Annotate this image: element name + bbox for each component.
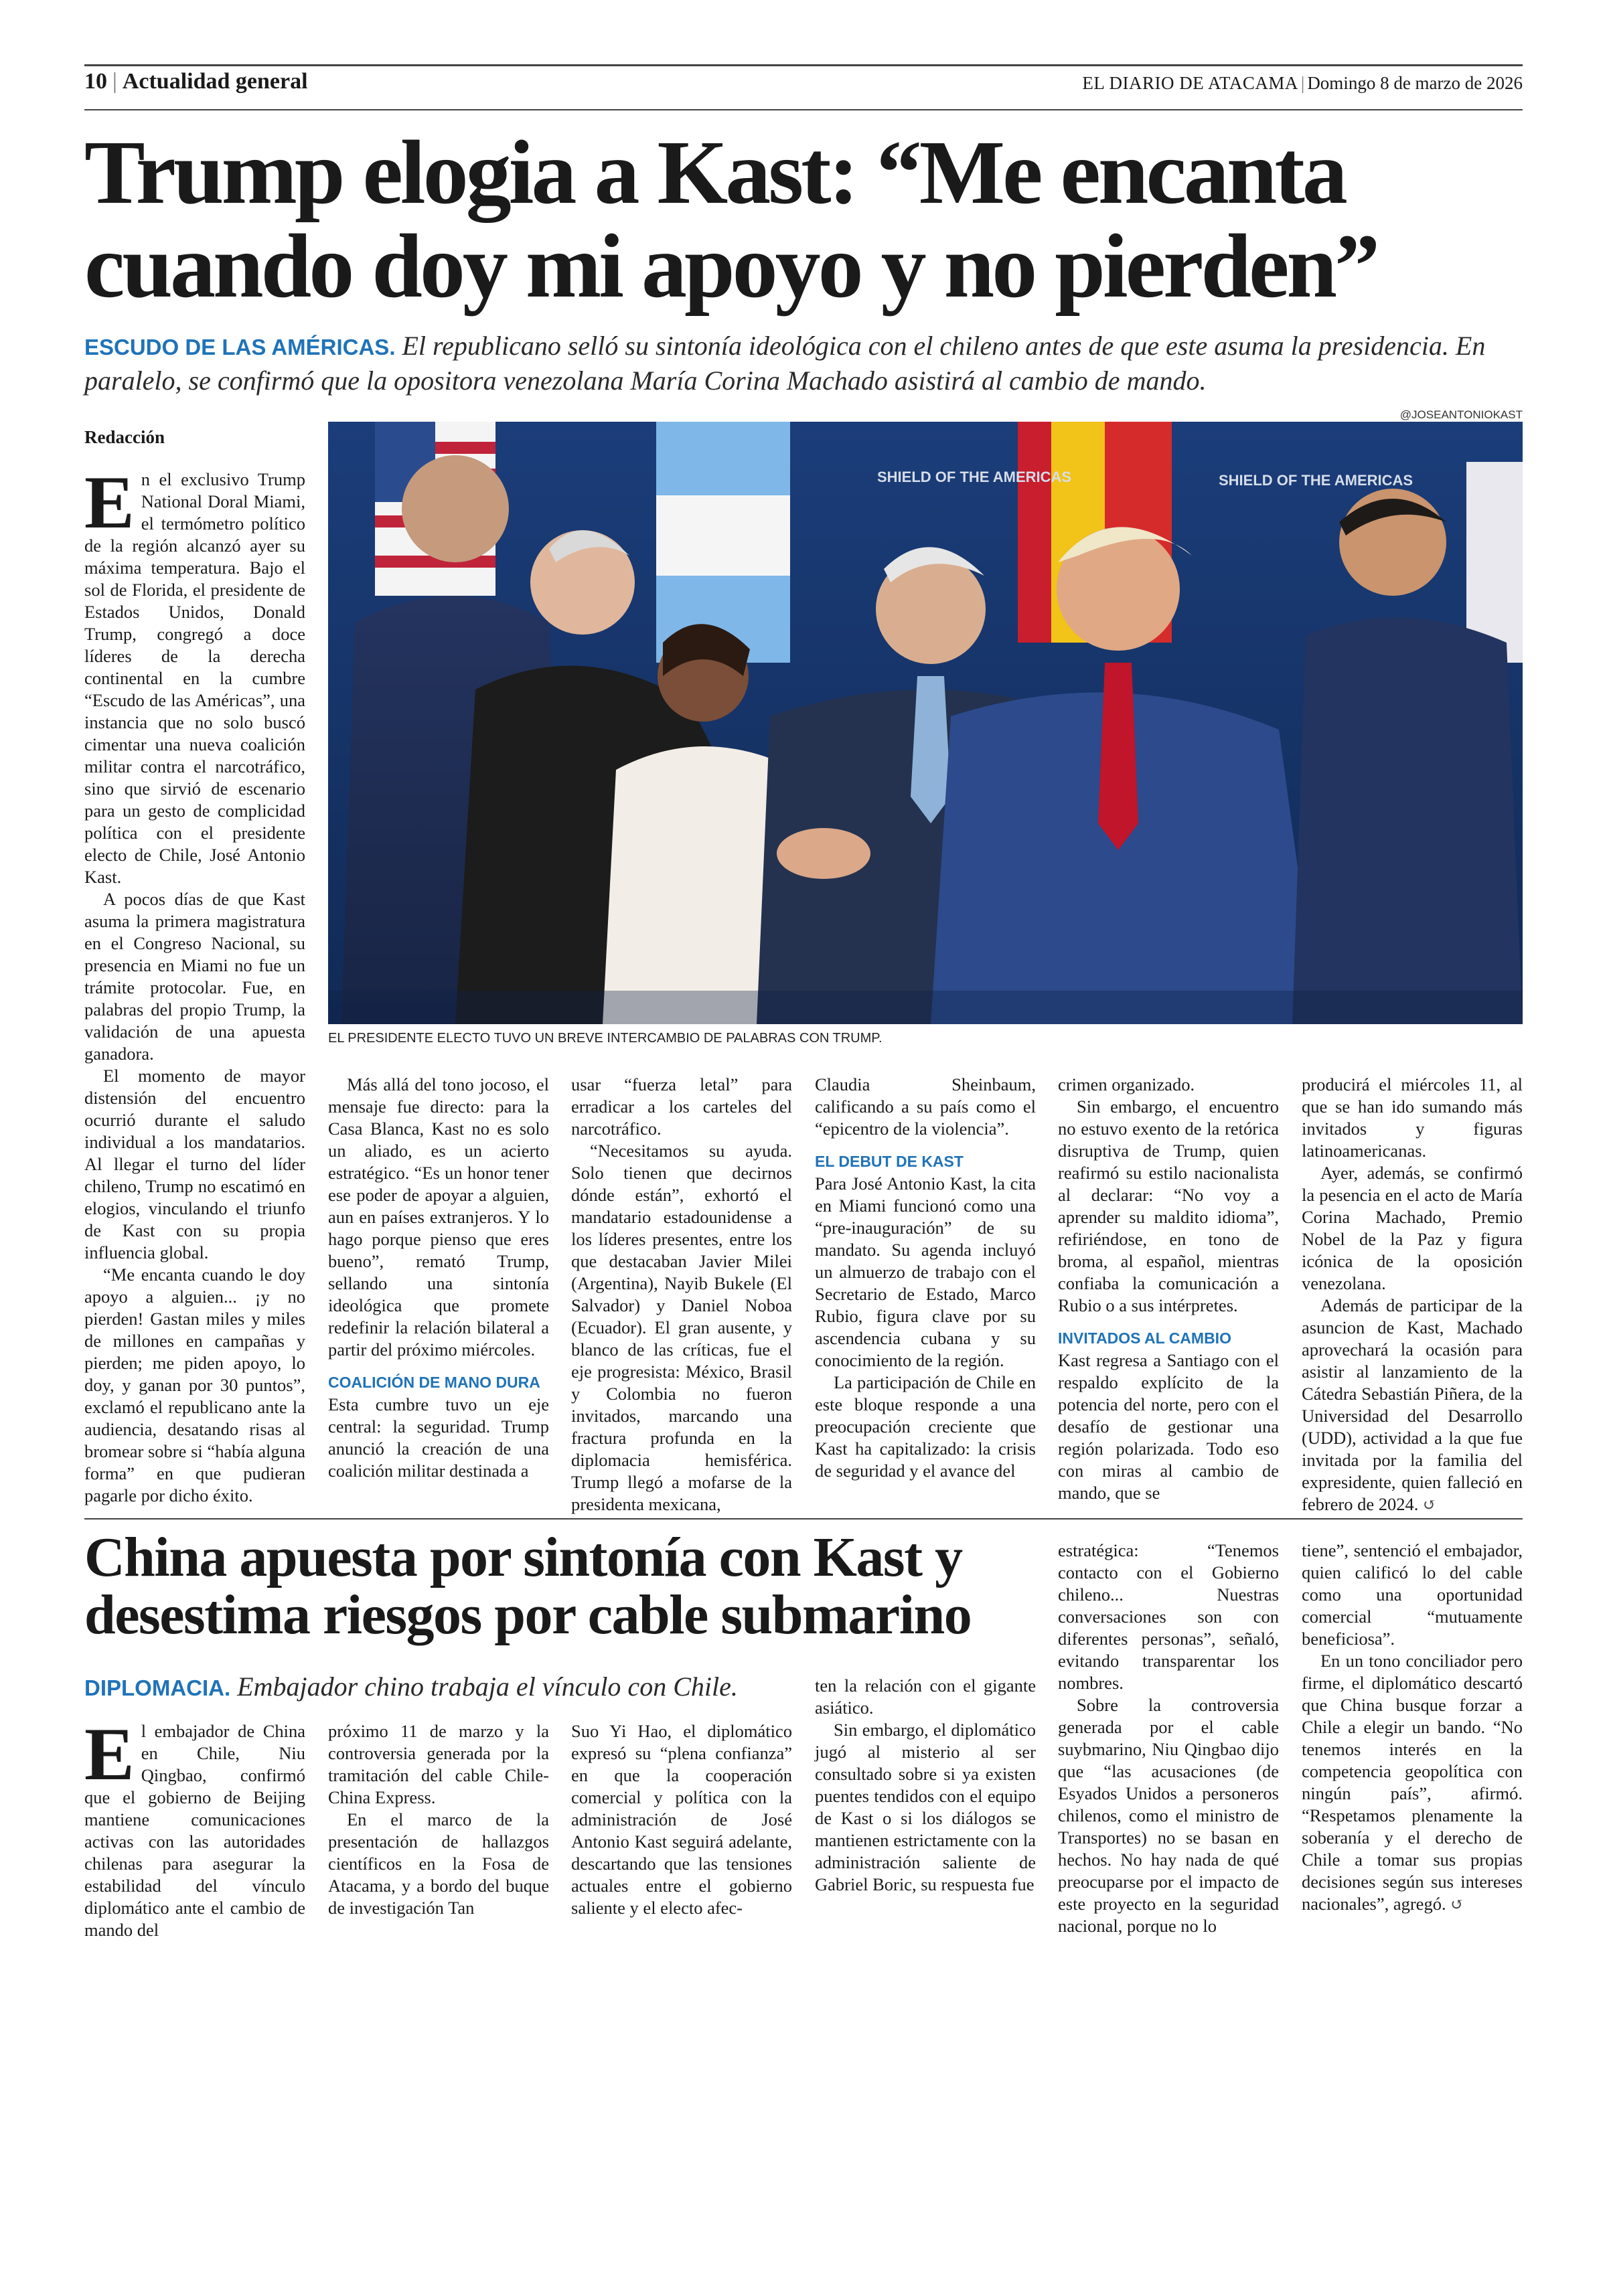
article1-col3-p2: “Necesitamos su ayuda. Solo tienen que decirnos dónde están”, exhortó el mandatario estadounidense a los líderes presentes, entre los que destacaban Javier Milei (Argentina), Nayib Bukele (El Salvador) y Daniel Noboa (Ecuador). El gran ausente, y blanco de las críticas, fue el eje progresista: México, Brasil y Colombia no fueron invitados, marcando una fractura profunda en la diplomacia hemisférica. Trump llegó a mofarse de la presidenta mexicana, [571,1141,792,1514]
article1-column-3 [571,1074,792,1515]
subhead-debut: EL DEBUT DE KAST [815,1153,964,1170]
subhead-invitados: INVITADOS AL CAMBIO [1058,1329,1231,1347]
article1-col3-p1: usar “fuerza letal” para erradicar a los carteles del narcotráfico. [571,1074,792,1139]
second-kicker: DIPLOMACIA. [84,1675,231,1700]
article1-col2-p2: Esta cumbre tuvo un eje central: la seguridad. Trump anunció la creación de una coalición militar destinada a [328,1394,549,1481]
second-deck-text: Embajador chino trabaja el vínculo con Chile. [237,1671,738,1702]
masthead-info [1082,73,1523,94]
dropcap-2: E [84,1713,135,1796]
article1-col1-p4: “Me encanta cuando le doy apoyo a alguien... ¡y no pierden! Gastan miles y miles de millones en campañas y pierden; me piden apoyo, lo doy, y ganan por 30 puntos”, exclamó el republicano ante la audiencia, desatando risas al bromear sobre si “había alguna forma” en que pudieran pagarle por dicho éxito. [84,1264,305,1505]
article1-col4-p3: La participación de Chile en este bloque responde a una preocupación creciente que Kast ha capitalizado: la crisis de seguridad y el avance del [815,1372,1036,1481]
article1-column-1 [84,461,305,1507]
article2-col5-p1: estratégica: “Tenemos contacto con el Gobierno chileno... Nuestras conversaciones son con diferentes personas”, señaló, evitando transparentar los nombres. [1058,1540,1279,1693]
header-separator: | [112,69,117,94]
main-deck-text: El republicano selló su sintonía ideológica con el chileno antes de que este asuma la presidencia. En paralelo, se confirmó que la opositora venezolana María Corina Machado asistirá al cambio de mando. [84,331,1486,396]
byline: Redacción [84,427,165,447]
section-name: Actualidad general [122,69,308,94]
subhead-coalicion: COALICIÓN DE MANO DURA [328,1374,540,1391]
header-rule [84,109,1523,110]
news-photo [328,422,1523,1024]
article1-col1-p3: El momento de mayor distensión del encuentro ocurrió durante el saludo individual a los mandatarios. Al llegar el turno del líder chileno, Trump no escatimó en elogios, vinculando el triunfo de Kast con su propia influencia global. [84,1066,305,1262]
second-headline: China apuesta por sintonía con Kast y desestima riesgos por cable submarino [84,1526,972,1646]
end-mark-icon-2: ↺ [1450,1896,1464,1914]
article2-col6-p2 [1302,1650,1523,1916]
article1-col5-p3: Kast regresa a Santiago con el respaldo explícito de la potencia del norte, pero con el desafío de gestionar una región polarizada. Todo eso con miras al cambio de mando, que se [1058,1350,1279,1503]
article2-col2-p2: En el marco de la presentación de hallazgos científicos en la Fosa de Atacama, y a bordo del buque de investigación Tan [328,1809,549,1918]
publication-name: EL DIARIO DE ATACAMA [1082,73,1298,93]
article1-col6-p2: Ayer, además, se confirmó la pesencia en el acto de María Corina Machado, Premio Nobel de la Paz y figura icónica de la oposición venezolana. [1302,1163,1523,1293]
article1-col2-p1: Más allá del tono jocoso, el mensaje fue directo: para la Casa Blanca, Kast no es solo un aliado, es un acierto estratégico. “Es un honor tener ese poder de apoyar a alguien, aun en países extranjeros. Y lo hago porque pienso que eres bueno”, remató Trump, sellando una sintonía ideológica que promete redefinir la relación bilateral a partir del próximo miércoles. [328,1074,549,1360]
article1-col5-p2: Sin embargo, el encuentro no estuvo exento de la retórica disruptiva de Trump, quien reafirmó su estilo nacionalista al declarar: “No voy a aprender su maldito idioma”, refiriéndose, en tono de broma, al español, mientras confiaba la comunicación a Rubio o a sus intérpretes. [1058,1096,1279,1315]
article1-col6-p3 [1302,1295,1523,1517]
main-kicker: ESCUDO DE LAS AMÉRICAS. [84,335,396,359]
article1-column-2 [328,1074,549,1482]
sign-text-1: SHIELD OF THE AMERICAS [877,469,1072,485]
article2-col6-p1: tiene”, sentenció el embajador, quien calificó lo del cable como una oportunidad comercial “mutuamente beneficiosa”. [1302,1540,1523,1649]
article1-col1-p1 [84,461,305,888]
article1-col5-p1: crimen organizado. [1058,1074,1195,1094]
handshake [777,828,870,879]
photo-credit: @JOSEANTONIOKAST [1399,408,1523,421]
sign-text-2: SHIELD OF THE AMERICAS [1219,472,1413,489]
article2-col4-p1: ten la relación con el gigante asiático. [815,1675,1036,1718]
page-number: 10 [84,69,107,94]
article1-column-5 [1058,1074,1279,1504]
article2-col3-p1: Suo Yi Hao, el diplomático expresó su “plena confianza” en que la cooperación comercial y política con la administración de José Antonio Kast seguirá adelante, descartando que las tensiones actuales entre el gobierno saliente y el electo afec- [571,1721,792,1918]
article2-column-2 [328,1720,549,1919]
article1-col1-p1-text: n el exclusivo Trump National Doral Miami, el termómetro político de la región alcanzó ayer su máxima temperatura. Bajo el sol de Florida, el presidente de Estados Unidos, Donald Trump, congregó a doce líderes de la derecha continental en la cumbre “Escudo de las Américas”, una instancia que no solo buscó cimentar una nueva coalición militar contra el narcotráfico, sino que sirvió de escenario para un gesto de complicidad política con el presidente electo de Chile, José Antonio Kast. [84,469,305,887]
article2-col6-p2-text: En un tono conciliador pero firme, el diplomático descartó que China busque forzar a Chile a elegir un bando. “No tenemos interés en la competencia geopolítica con ningún país”, afirmó. “Respetamos plenamente la soberanía y el derecho de Chile a tomar sus propias decisiones según sus intereses nacionales”, agregó. [1302,1651,1523,1914]
main-deck [84,329,1523,398]
article1-col4-p2: Para José Antonio Kast, la cita en Miami funcionó como una “pre-inauguración” de su mandato. Su agenda incluyó un almuerzo de trabajo con el Secretario de Estado, Marco Rubio, figura clave por su ascendencia cubana y su conocimiento de la región. [815,1173,1036,1370]
article1-col6-p1: producirá el miércoles 11, al que se han ido sumando más invitados y figuras latinoamericanas. [1302,1074,1523,1161]
end-mark-icon: ↺ [1423,1497,1437,1514]
article1-col1-p2: A pocos días de que Kast asuma la primera magistratura en el Congreso Nacional, su presencia en Miami no fue un trámite protocolar. Fue, en palabras del propio Trump, la validación de una apuesta ganadora. [84,889,305,1064]
dropcap: E [84,461,135,544]
article2-column-3 [571,1720,792,1919]
article2-column-4 [815,1675,1036,1896]
article1-column-4 [815,1074,1036,1482]
summit-photo-illustration [328,422,1523,1024]
article2-col1-p1 [84,1713,305,1941]
page-header [84,64,1523,104]
article2-column-5 [1058,1540,1279,1937]
article2-column-1 [84,1713,305,1941]
article1-col6-p3-text: Además de participar de la asuncion de Kast, Machado aprovechará la ocasión para asistir al lanzamiento de la Cátedra Sebastián Piñera, de la Universidad del Desarrollo (UDD), actividad a la que fue invitada por la familia del expresidente, quien falleció en febrero de 2024. [1302,1295,1523,1514]
photo-caption: EL PRESIDENTE ELECTO TUVO UN BREVE INTERCAMBIO DE PALABRAS CON TRUMP. [328,1031,883,1046]
article2-col2-p1: próximo 11 de marzo y la controversia generada por la tramitación del cable Chile-China Express. [328,1721,549,1807]
page-section [84,69,308,94]
article-divider [84,1518,1523,1520]
article2-column-6 [1302,1540,1523,1916]
second-deck [84,1671,738,1702]
article2-col1-p1-text: l embajador de China en Chile, Niu Qingbao, confirmó que el gobierno de Beijing mantiene comunicaciones activas con las autoridades chilenas para asegurar la estabilidad del vínculo diplomático ante el cambio de mando del [84,1721,305,1940]
issue-date: Domingo 8 de marzo de 2026 [1307,73,1523,93]
main-headline: Trump elogia a Kast: “Me encanta cuando doy mi apoyo y no pierden” [84,122,1378,317]
article2-col4-p2: Sin embargo, el diplomático jugó al misterio al ser consultado sobre si ya existen puentes tendidos con el equipo de Kast o si los diálogos se mantienen estrictamente con la administración saliente de Gabriel Boric, su respuesta fue [815,1720,1036,1894]
article1-col4-p1: Claudia Sheinbaum, calificando a su país como el “epicentro de la violencia”. [815,1074,1036,1139]
article1-column-6 [1302,1074,1523,1517]
header-separator-2: | [1300,73,1305,93]
article2-col5-p2: Sobre la controversia generada por el cable suybmarino, Niu Qingbao dijo que “las acusaciones (de Esyados Unidos a personeros chilenos, como el ministro de Transportes) no se basan en hechos. No hay nada de qué preocuparse por el impacto de este proyecto en la seguridad nacional, porque no lo [1058,1695,1279,1936]
